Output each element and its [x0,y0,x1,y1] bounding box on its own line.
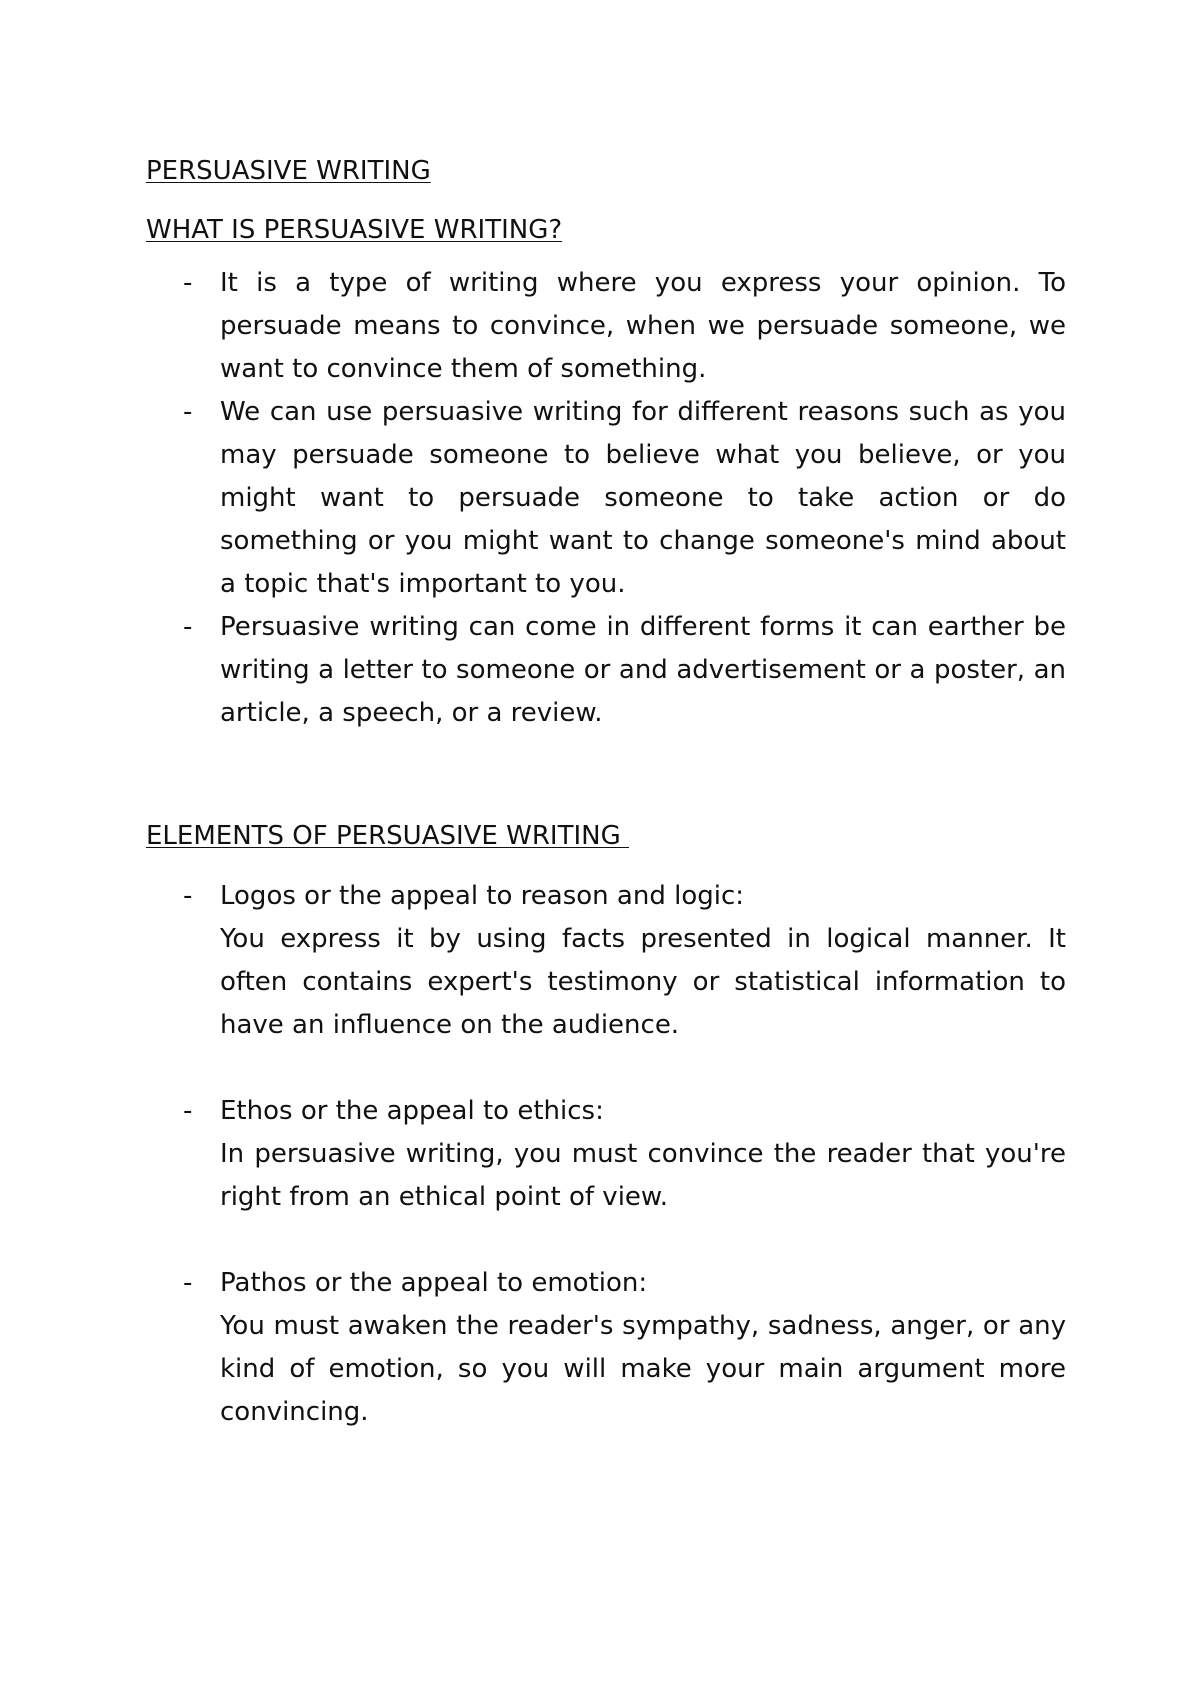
document-body [146,150,1066,1434]
list-item-text: Persuasive writing can come in different forms it can earther be writing a letter to someone or and advertisement or a poster, an article, a speech, or a review. [220,612,1066,728]
bullet-dash: - [183,1096,193,1126]
element-item-ethos [146,1090,1066,1219]
element-label: Pathos or the appeal to emotion: [220,1268,648,1298]
section-heading-what-is: WHAT IS PERSUASIVE WRITING? [146,215,563,245]
bullet-dash: - [183,881,193,911]
elements-list [146,875,1066,1434]
list-item [146,262,1066,391]
element-label: Logos or the appeal to reason and logic: [220,881,745,911]
element-description: You must awaken the reader's sympathy, sadness, anger, or any kind of emotion, so you will make your main argument more convincing. [220,1311,1066,1427]
list-item [146,606,1066,735]
bullet-dash: - [183,268,193,298]
list-item-text: We can use persuasive writing for different reasons such as you may persuade someone to believe what you believe, or you might want to persuade someone to take action or do something or you might want to change someone's mind about a topic that's important to you. [220,397,1066,599]
bullet-dash: - [183,612,193,642]
element-description: You express it by using facts presented in logical manner. It often contains expert's testimony or statistical information to have an influence on the audience. [220,924,1066,1040]
definition-list [146,262,1066,735]
section-heading-elements: ELEMENTS OF PERSUASIVE WRITING [146,821,629,851]
document-title: PERSUASIVE WRITING [146,156,431,186]
element-label: Ethos or the appeal to ethics: [220,1096,604,1126]
list-item [146,391,1066,606]
bullet-dash: - [183,397,193,427]
bullet-dash: - [183,1268,193,1298]
element-description: In persuasive writing, you must convince the reader that you're right from an ethical point of view. [220,1139,1066,1212]
list-item-text: It is a type of writing where you express your opinion. To persuade means to convince, when we persuade someone, we want to convince them of something. [220,268,1066,384]
element-item-logos [146,875,1066,1047]
element-item-pathos [146,1262,1066,1434]
